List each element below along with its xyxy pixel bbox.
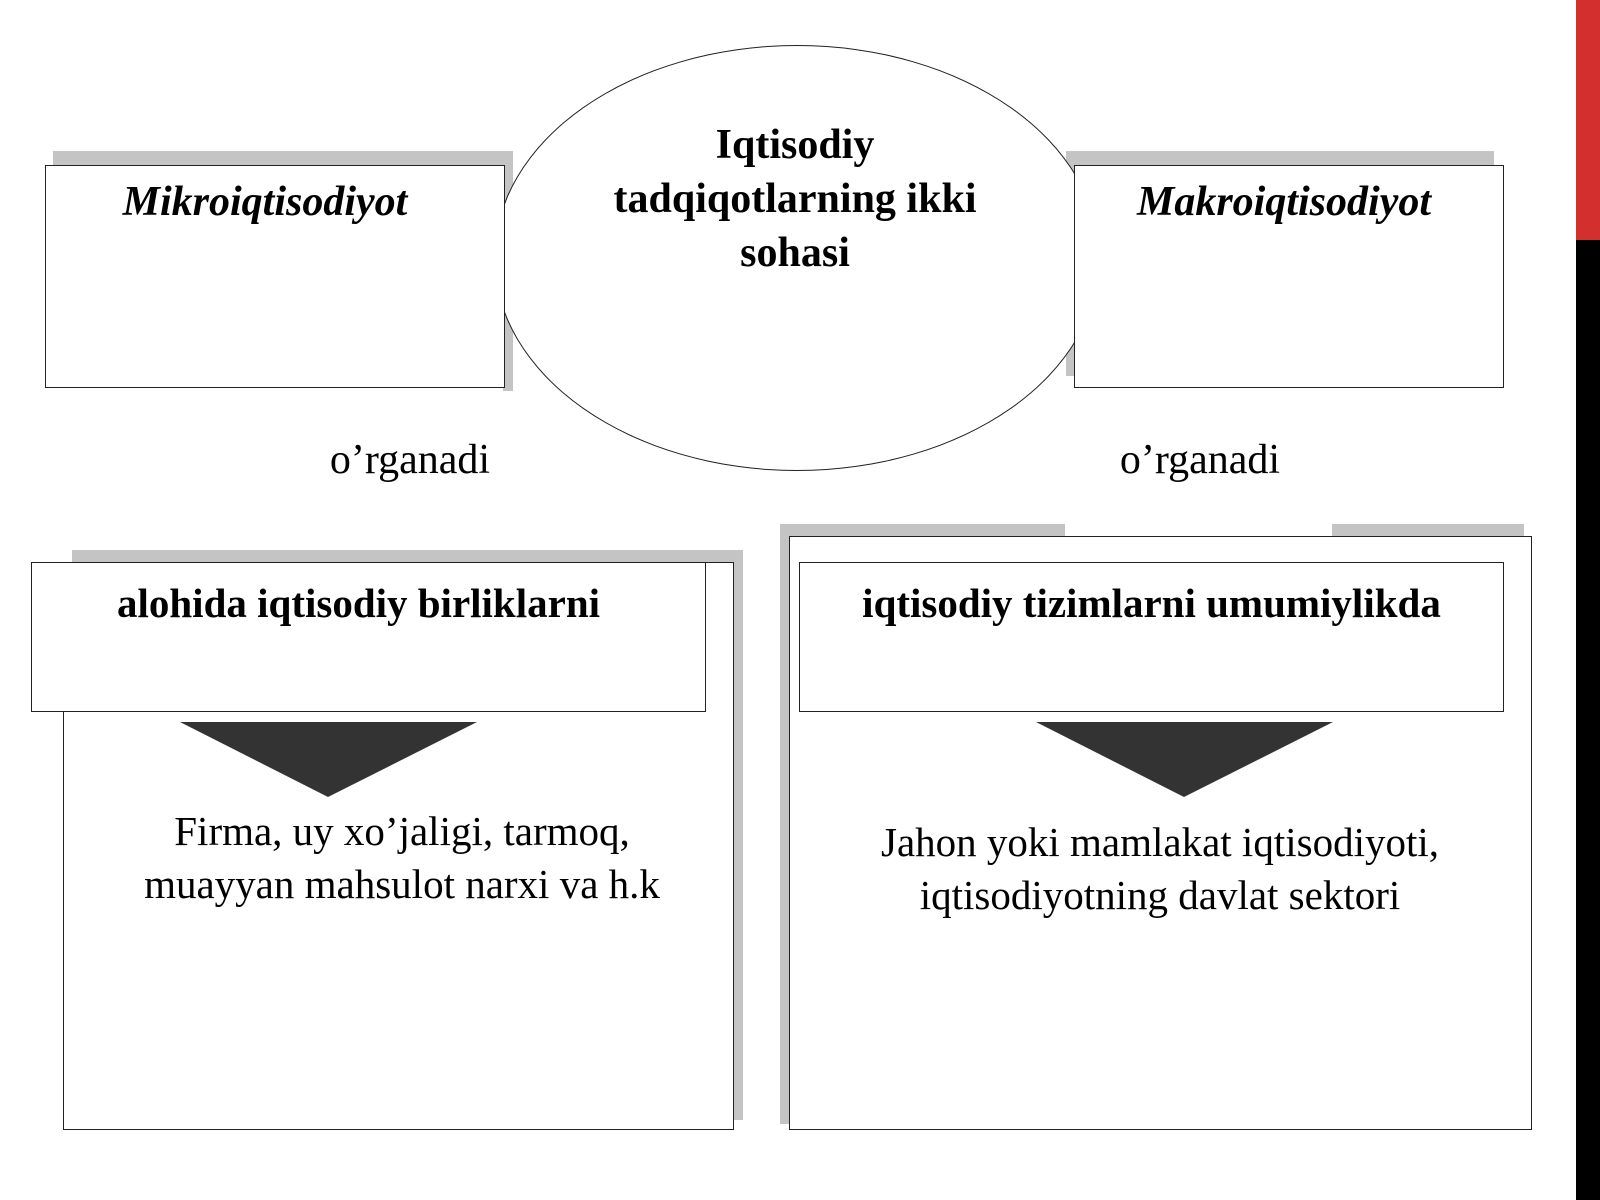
center-title: Iqtisodiy tadqiqotlarning ikki sohasi — [613, 122, 977, 276]
left-down-arrow-icon — [180, 722, 480, 798]
left-bottom-shadow-top — [72, 550, 742, 562]
mikro-title: Mikroiqtisodiyot — [122, 179, 408, 225]
edge-accent-black — [1576, 240, 1600, 1200]
mikro-subject: alohida iqtisodiy birliklarni — [116, 580, 601, 626]
makro-title: Makroiqtisodiyot — [1136, 179, 1432, 225]
edge-accent-red — [1576, 0, 1600, 240]
mikro-subject-box — [31, 562, 706, 712]
left-connector-label: o’rganadi — [329, 437, 491, 483]
right-bottom-shadow-top-left — [780, 524, 1065, 536]
makro-box — [1074, 165, 1504, 388]
makro-subject-box — [799, 562, 1504, 712]
makro-subject: iqtisodiy tizimlarni umumiylikda — [862, 580, 1441, 626]
right-connector-label: o’rganadi — [1119, 437, 1281, 483]
left-bottom-shadow-side — [733, 550, 743, 1120]
mikro-examples: Firma, uy xo’jaligi, tarmoq, muayyan mahsulot narxi va h.k — [144, 808, 660, 907]
right-top-box-shadow — [1066, 151, 1494, 165]
left-top-box-shadow — [53, 151, 508, 165]
makro-examples: Jahon yoki mamlakat iqtisodiyoti, iqtisodiyotning davlat sektori — [880, 819, 1439, 918]
right-down-arrow-icon — [1036, 722, 1336, 798]
right-bottom-shadow-top-right — [1332, 524, 1524, 536]
mikro-box — [45, 165, 505, 388]
